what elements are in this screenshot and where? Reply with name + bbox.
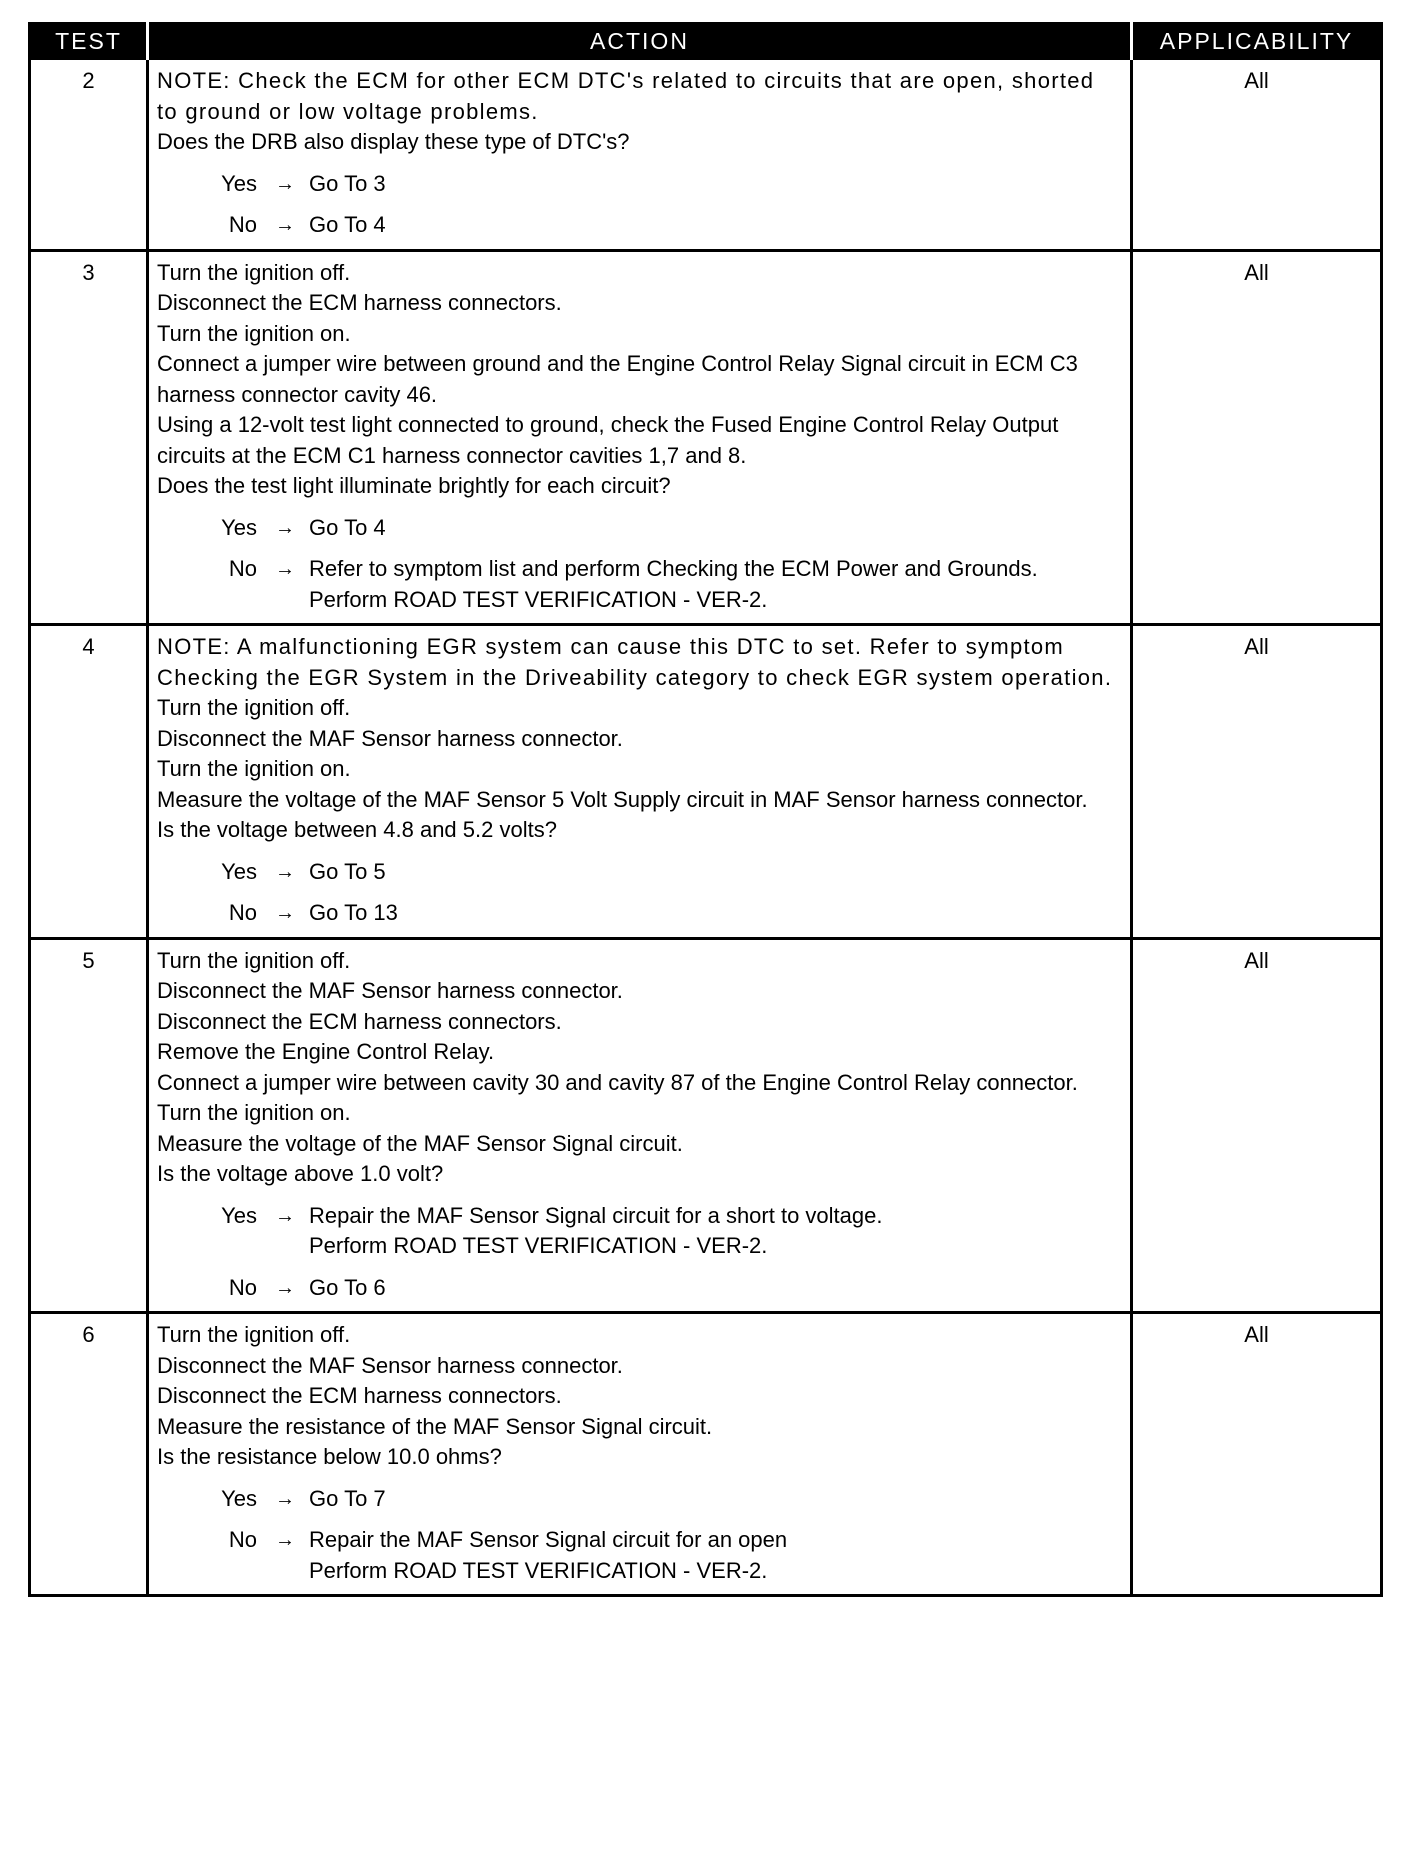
result-text-line: Perform ROAD TEST VERIFICATION - VER-2. — [309, 586, 768, 612]
result-no — [157, 210, 1122, 241]
action-cell — [148, 625, 1132, 939]
table-header-row — [30, 24, 1382, 59]
results-block — [157, 857, 1122, 929]
result-text — [309, 898, 1122, 929]
right-arrow-icon: → — [275, 1204, 295, 1227]
instruction-line: Is the voltage between 4.8 and 5.2 volts? — [157, 817, 557, 842]
instruction-line: Turn the ignition off. — [157, 1322, 351, 1347]
note-text: NOTE: A malfunctioning EGR system can cause this DTC to set. Refer to symptom Checking the EGR System in the Driveability category to check EGR system operation. — [157, 634, 1113, 690]
instruction-line: Turn the ignition off. — [157, 695, 351, 720]
instruction-line: Connect a jumper wire between ground and the Engine Control Relay Signal circuit in ECM C3 harness connector cavity 46. — [157, 351, 1078, 407]
applicability-cell: All — [1132, 1313, 1382, 1596]
header-action: ACTION — [148, 24, 1132, 59]
result-text — [309, 513, 1122, 544]
test-number: 4 — [30, 625, 148, 939]
result-text-line: Go To 3 — [309, 170, 386, 196]
instruction-line: Using a 12-volt test light connected to ground, check the Fused Engine Control Relay Output circuits at the ECM C1 harness connector cavities 1,7 and 8. — [157, 412, 1059, 468]
instruction-line: Turn the ignition off. — [157, 947, 351, 973]
result-text-line: Go To 7 — [309, 1485, 386, 1511]
right-arrow-icon: → — [275, 214, 295, 236]
test-number: 5 — [30, 938, 148, 1313]
header-applicability: APPLICABILITY — [1132, 24, 1382, 59]
instruction-line: Disconnect the ECM harness connectors. — [157, 1008, 562, 1034]
applicability-cell: All — [1132, 625, 1382, 939]
result-label: Yes — [221, 170, 257, 196]
result-no — [157, 898, 1122, 929]
instruction-line: Disconnect the ECM harness connectors. — [157, 1383, 562, 1408]
result-label: No — [228, 212, 257, 237]
right-arrow-icon: → — [275, 172, 295, 195]
right-arrow-icon: → — [275, 902, 295, 924]
instruction-line: Is the voltage above 1.0 volt? — [157, 1161, 444, 1186]
results-block — [157, 1484, 1122, 1587]
result-text-line: Go To 4 — [309, 514, 386, 540]
result-label: No — [228, 556, 257, 581]
right-arrow-icon: → — [275, 558, 295, 580]
result-text — [309, 169, 1122, 200]
instruction-line: Remove the Engine Control Relay. — [157, 1039, 495, 1064]
result-label: Yes — [221, 1485, 257, 1511]
result-text — [309, 1525, 1122, 1586]
result-label: No — [228, 900, 257, 925]
result-text — [309, 1201, 1122, 1262]
result-label: No — [228, 1274, 257, 1300]
action-cell — [148, 59, 1132, 251]
table-row — [30, 1313, 1382, 1596]
right-arrow-icon: → — [275, 1276, 295, 1299]
result-text — [309, 210, 1122, 241]
result-label: Yes — [221, 514, 257, 540]
results-block — [157, 513, 1122, 616]
instruction-line: Is the resistance below 10.0 ohms? — [157, 1444, 502, 1469]
result-no — [157, 554, 1122, 615]
result-text — [309, 554, 1122, 615]
result-yes — [157, 169, 1122, 200]
right-arrow-icon: → — [275, 1487, 295, 1510]
right-arrow-icon: → — [275, 516, 295, 539]
test-number: 6 — [30, 1313, 148, 1596]
test-number: 2 — [30, 59, 148, 251]
test-number: 3 — [30, 250, 148, 625]
instruction-line: Turn the ignition on. — [157, 320, 351, 346]
right-arrow-icon: → — [275, 860, 295, 883]
applicability-cell: All — [1132, 59, 1382, 251]
result-yes — [157, 513, 1122, 544]
results-block — [157, 1201, 1122, 1304]
applicability-cell: All — [1132, 250, 1382, 625]
diagnostic-test-table — [28, 22, 1383, 1597]
results-block — [157, 169, 1122, 241]
result-text-line: Repair the MAF Sensor Signal circuit for a short to voltage. — [309, 1202, 883, 1228]
result-yes — [157, 1484, 1122, 1515]
result-label: Yes — [221, 858, 257, 884]
instruction-line: Measure the resistance of the MAF Sensor Signal circuit. — [157, 1413, 713, 1439]
result-text — [309, 1484, 1122, 1515]
table-row — [30, 250, 1382, 625]
instruction-line: Disconnect the MAF Sensor harness connector. — [157, 978, 623, 1003]
result-text-line: Go To 5 — [309, 858, 386, 884]
result-text-line: Repair the MAF Sensor Signal circuit for an open — [309, 1527, 788, 1552]
instruction-line: Does the DRB also display these type of DTC's? — [157, 129, 630, 154]
instruction-line: Turn the ignition on. — [157, 1100, 351, 1125]
action-cell — [148, 1313, 1132, 1596]
instruction-line: Connect a jumper wire between cavity 30 and cavity 87 of the Engine Control Relay connector. — [157, 1069, 1078, 1095]
result-no — [157, 1273, 1122, 1304]
result-label: Yes — [221, 1202, 257, 1228]
instruction-line: Does the test light illuminate brightly for each circuit? — [157, 473, 671, 498]
instruction-line: Turn the ignition on. — [157, 756, 351, 781]
applicability-cell: All — [1132, 938, 1382, 1313]
instruction-line: Disconnect the MAF Sensor harness connector. — [157, 725, 623, 751]
note-text: NOTE: Check the ECM for other ECM DTC's related to circuits that are open, shorted to ground or low voltage problems. — [157, 68, 1095, 124]
result-text-line: Perform ROAD TEST VERIFICATION - VER-2. — [309, 1233, 768, 1258]
instruction-line: Measure the voltage of the MAF Sensor Signal circuit. — [157, 1130, 683, 1156]
instruction-line: Measure the voltage of the MAF Sensor 5 Volt Supply circuit in MAF Sensor harness connector. — [157, 786, 1088, 812]
action-cell — [148, 938, 1132, 1313]
instruction-line: Turn the ignition off. — [157, 259, 351, 285]
instruction-line: Disconnect the MAF Sensor harness connector. — [157, 1352, 623, 1378]
result-label: No — [228, 1527, 257, 1552]
result-no — [157, 1525, 1122, 1586]
result-text-line: Go To 13 — [309, 900, 398, 925]
result-text-line: Perform ROAD TEST VERIFICATION - VER-2. — [309, 1557, 768, 1583]
table-row — [30, 59, 1382, 251]
result-text-line: Go To 6 — [309, 1274, 386, 1300]
result-text-line: Refer to symptom list and perform Checking the ECM Power and Grounds. — [309, 556, 1038, 581]
result-yes — [157, 857, 1122, 888]
table-row — [30, 938, 1382, 1313]
right-arrow-icon: → — [275, 1529, 295, 1551]
result-text — [309, 857, 1122, 888]
result-text — [309, 1273, 1122, 1304]
header-test: TEST — [30, 24, 148, 59]
instruction-line: Disconnect the ECM harness connectors. — [157, 290, 562, 315]
action-cell — [148, 250, 1132, 625]
table-row — [30, 625, 1382, 939]
result-text-line: Go To 4 — [309, 212, 386, 237]
result-yes — [157, 1201, 1122, 1262]
